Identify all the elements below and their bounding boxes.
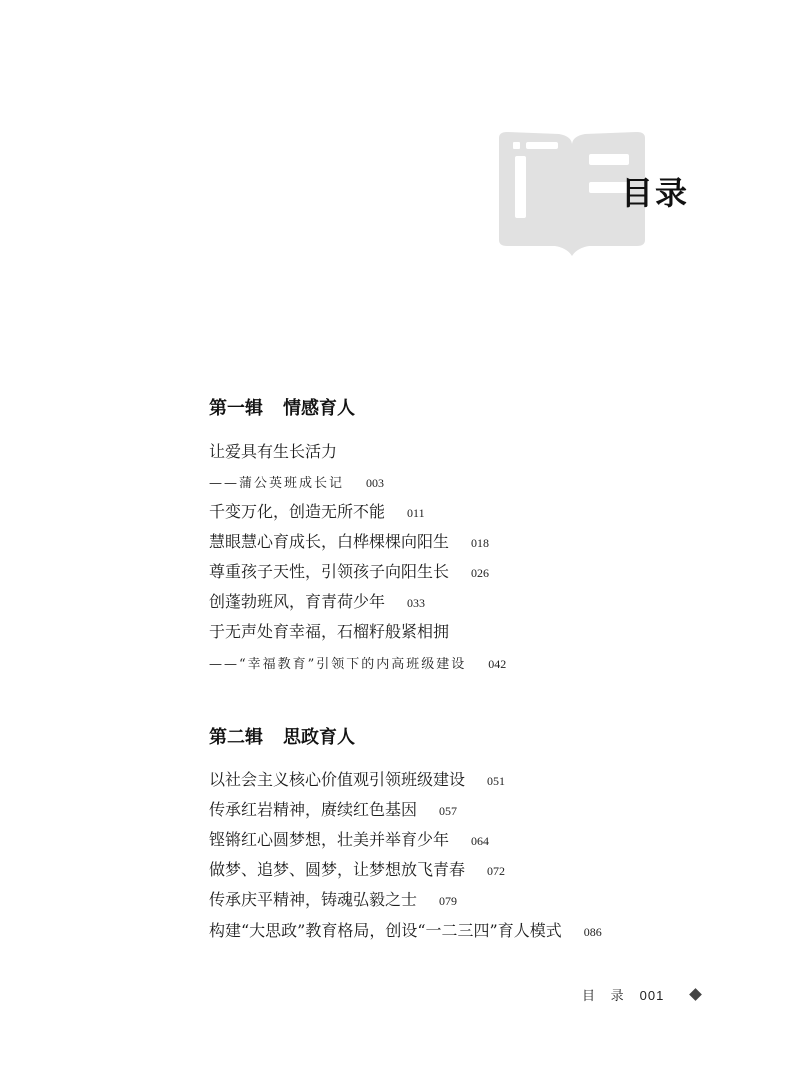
toc-entry[interactable] — [209, 829, 489, 852]
toc-entry[interactable] — [209, 621, 449, 643]
toc-entry[interactable] — [209, 652, 506, 676]
entry-page: 003 — [366, 476, 385, 490]
section-label: 第二辑 — [209, 727, 263, 748]
entry-page: 086 — [583, 925, 602, 939]
footer-page-number: 001 — [639, 988, 665, 1003]
section-name: 思政育人 — [283, 727, 355, 748]
toc-entry[interactable] — [209, 441, 337, 463]
entry-title: 于无声处育幸福，石榴籽般紧相拥 — [209, 622, 450, 641]
entry-title: 千变万化，创造无所不能 — [209, 502, 386, 521]
footer-title: 目 录 — [582, 988, 630, 1003]
entry-title: 铿锵红心圆梦想，壮美并举育少年 — [209, 830, 450, 849]
entry-subtitle: ——蒲公英班成长记 — [209, 476, 345, 491]
toc-entry[interactable] — [209, 889, 457, 912]
toc-entry[interactable] — [209, 531, 489, 554]
entry-page: 018 — [471, 536, 490, 550]
toc-entry[interactable] — [209, 859, 505, 882]
entry-page: 042 — [488, 657, 507, 671]
toc-entry[interactable] — [209, 471, 384, 495]
entry-title: 让爱具有生长活力 — [209, 442, 338, 461]
entry-page: 079 — [439, 894, 458, 908]
section-name: 情感育人 — [283, 398, 355, 419]
entry-title: 做梦、追梦、圆梦，让梦想放飞青春 — [209, 860, 466, 879]
entry-page: 051 — [487, 774, 506, 788]
entry-title: 慧眼慧心育成长，白桦棵棵向阳生 — [209, 532, 450, 551]
entry-title: 传承红岩精神，赓续红色基因 — [209, 800, 418, 819]
entry-title: 构建“大思政”教育格局，创设“一二三四”育人模式 — [209, 921, 562, 940]
entry-page: 026 — [471, 566, 490, 580]
section-heading-2 — [209, 723, 355, 749]
entry-subtitle: ——“幸福教育”引领下的内高班级建设 — [209, 657, 467, 672]
toc-entry[interactable] — [209, 769, 505, 792]
toc-entry[interactable] — [209, 920, 602, 943]
diamond-icon — [689, 988, 702, 1001]
section-label: 第一辑 — [209, 398, 263, 419]
toc-entry[interactable] — [209, 799, 457, 822]
section-heading-1 — [209, 394, 355, 420]
entry-page: 072 — [487, 864, 506, 878]
entry-title: 尊重孩子天性，引领孩子向阳生长 — [209, 562, 450, 581]
toc-entry[interactable] — [209, 501, 425, 524]
page-footer — [582, 985, 664, 1004]
entry-page: 011 — [407, 506, 425, 520]
entry-title: 以社会主义核心价值观引领班级建设 — [209, 770, 466, 789]
entry-title: 传承庆平精神，铸魂弘毅之士 — [209, 890, 418, 909]
entry-page: 057 — [439, 804, 458, 818]
entry-title: 创蓬勃班风，育青荷少年 — [209, 592, 386, 611]
entry-page: 064 — [471, 834, 490, 848]
entry-page: 033 — [407, 596, 426, 610]
toc-entry[interactable] — [209, 591, 425, 614]
toc-entry[interactable] — [209, 561, 489, 584]
page-title: 目录 — [621, 174, 690, 212]
